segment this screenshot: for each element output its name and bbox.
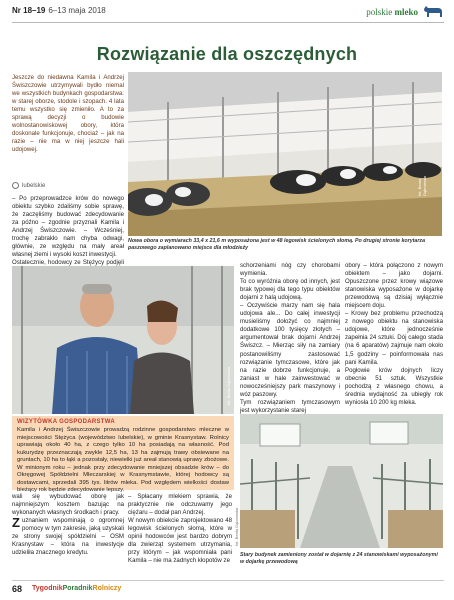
- body-column-1-top: – Po przeprowadzce krów do nowego obiektu szybko zdaliśmy sobie sprawę, że zaczęliśmy budować zdecydowanie za późno – zgodnie przyznali Kamila i Andrzej Świszczowie. – Wcześniej, trochę zabrakło nam chyba odwagi, głównie, ze względu na mały areał własnej ziemi i wysoki koszt inwestycji. Ostatecznie, hodowcy ze Stężycy podjęli: [12, 195, 124, 267]
- farmers-photo: [12, 266, 234, 414]
- farm-profile-heading: WIZYTÓWKA GOSPODARSTWA: [17, 419, 116, 425]
- issue-number: Nr 18–19: [12, 6, 46, 15]
- publication-name-part: Tygodnik: [32, 585, 63, 592]
- body-column-3: obory – która połączono z nowym obiektem – jako dojarni. Opuszczone przez krowy wiązowe stanowiska wyposażone w dojarkę przewodową są dzisiaj wyłącznie miejscem doju. – Krowy bez problemu przechodzą z nowego obiektu na stanowiska udojowe, które jednocześnie zapełnia 24 sztuki. Dój całego stada (na 6 aparatów) zajmuje nam około 1,5 godziny – poinformowała nas pani Kamila. Pogłowie krów dojnych liczy obecnie 51 sztuk. Wszystkie pochodzą z własnego chowu, a średnia wydajność za ubiegły rok wyniosła 10 200 kg mleka.: [345, 262, 443, 406]
- footer-rule: [12, 580, 444, 581]
- farm-profile-text: Kamila i Andrzej Świszczowie prowadzą rodzinne gospodarstwo mleczne w miejscowości Stężyca (województwo lubelskie), w gminie Krasnystaw. Rolnicy uprawiają około 40 ha, z czego tylko 10 ha posiadają na własność. Pod kukurydzę przeznaczają zwykle 12,5 ha, 13 ha zajmują trawy obsiewane na gruntach, 10 ha to łąki a pozostały, niewielki już areał stanowią uprawy zbożowe. W minionym roku – jednak przy zdecydowanie mniejszej obsadzie krów – do Okręgowej Spółdzielni Mleczarskiej w Krasnymstawie, której hodowcy są dostawcami, sprzedali 395 tys. litrów mleka. Pod względem wielkości dostaw bieżący rok będzie zdecydowanie lepszy.: [17, 427, 229, 493]
- publication-name-part: Rolniczy: [92, 585, 122, 592]
- photo-caption: Nowa obora o wymiarach 33,4 x 21,6 m wyposażona jest w 48 legowisk ścielonych słomą. Po drugiej stronie korytarza paszowego zaplanowano miejsce dla młodzieży: [128, 238, 426, 251]
- dropcap: Z: [12, 515, 20, 531]
- farm-profile-box: [12, 416, 234, 493]
- paragraph: wali się wybudować oborę jak najmniejszym kosztem bazując na wykonanych własnych środkach i pracy.: [12, 493, 124, 517]
- photo-caption: Stary budynek zamieniony został w dojarnię z 24 stanowiskami wyposażonymi w dojarkę przewodową: [240, 552, 438, 565]
- section-brand: [366, 7, 418, 17]
- header-rule: [12, 22, 444, 23]
- article-title: Rozwiązanie dla oszczędnych: [96, 44, 358, 64]
- location-pin-icon: [12, 182, 19, 189]
- photo-credit: fot. Beata Dąbrowska: [417, 175, 427, 196]
- issue-info: [12, 6, 106, 15]
- page-number: 68: [12, 584, 23, 594]
- barn-photo: [128, 72, 442, 236]
- publication-name-part: Poradnik: [62, 585, 93, 592]
- article-lead: Jeszcze do niedawna Kamila i Andrzej Świszczowie utrzymywali bydło niemal we wszystkich budynkach gospodarstwa: w starej oborze, stodole i szopach. 4 lata temu wszystko się zmieniło. A to za sprawą decyzji o budowie wolnostanowiskowej obory, która doskonale funkcjonuje, chociaż – jak na razie – nie ma w niej jeszcze hali udojowej.: [12, 74, 124, 154]
- body-column-2: schorzeniami nóg czy chorobami wymienia. To co wyróżnia oborę od innych, jest brak typowej dla tego typu obiektów dojarni z halą udojową. – Oczywiście marzy nam się hala udojowa ale... Do całej inwestycji musieliśmy dołożyć co najmniej dodatkowe 100 tysięcy złotych – argumentował brak dojarni Andrzej Świszcz. – Mierząc siły na zamiary postanowiliśmy zastosować rozwiązanie tymczasowe, które jak na razie dobrze funkcjonuje, a zaniast w hale zainwestować w nowocześniejszy park maszynowy i wóz paszowy. Tym rozwiązaniem tymczasowym jest wykorzystanie starej: [240, 262, 340, 414]
- section-brand-bold: mleko: [394, 7, 418, 17]
- paragraph-text: uznaniem wspominają o ogromnej pomocy w tym zakresie, jaką uzyskali ze strony swojej spółdzielni – OSM Krasnystaw – która na inwestycje udzieliła znacznego kredytu.: [12, 517, 124, 557]
- region-label: lubelskie: [22, 182, 46, 189]
- body-column-1-bottom: [12, 493, 124, 557]
- region-tag: [12, 182, 45, 189]
- publication-name: [32, 585, 121, 592]
- issue-dates: 6–13 maja 2018: [48, 6, 106, 15]
- photo-credit: fot. Beata Dąbrowska: [226, 366, 231, 405]
- cow-logo-icon: [422, 4, 444, 18]
- section-brand-plain: polskie: [366, 7, 393, 17]
- milking-parlour-photo: [240, 414, 443, 548]
- body-column-2-bottom: – Spłacany mlekiem sprawia, że praktycznie nie odczuwamy jego ciężaru – dodał pan Andrzej. W nowym obiekcie zaprojektowano 48 legowisk ścielonych słomą, które w opinii hodowców jest bardzo dobrym dla zwierząt systemem utrzymania, przy którym – jak wspomniała pani Kamila – nie ma żadnych kłopotów ze: [128, 493, 232, 565]
- photo-credit: fot. Beata Dąbrowska: [234, 507, 239, 546]
- paragraph-with-dropcap: [12, 517, 124, 557]
